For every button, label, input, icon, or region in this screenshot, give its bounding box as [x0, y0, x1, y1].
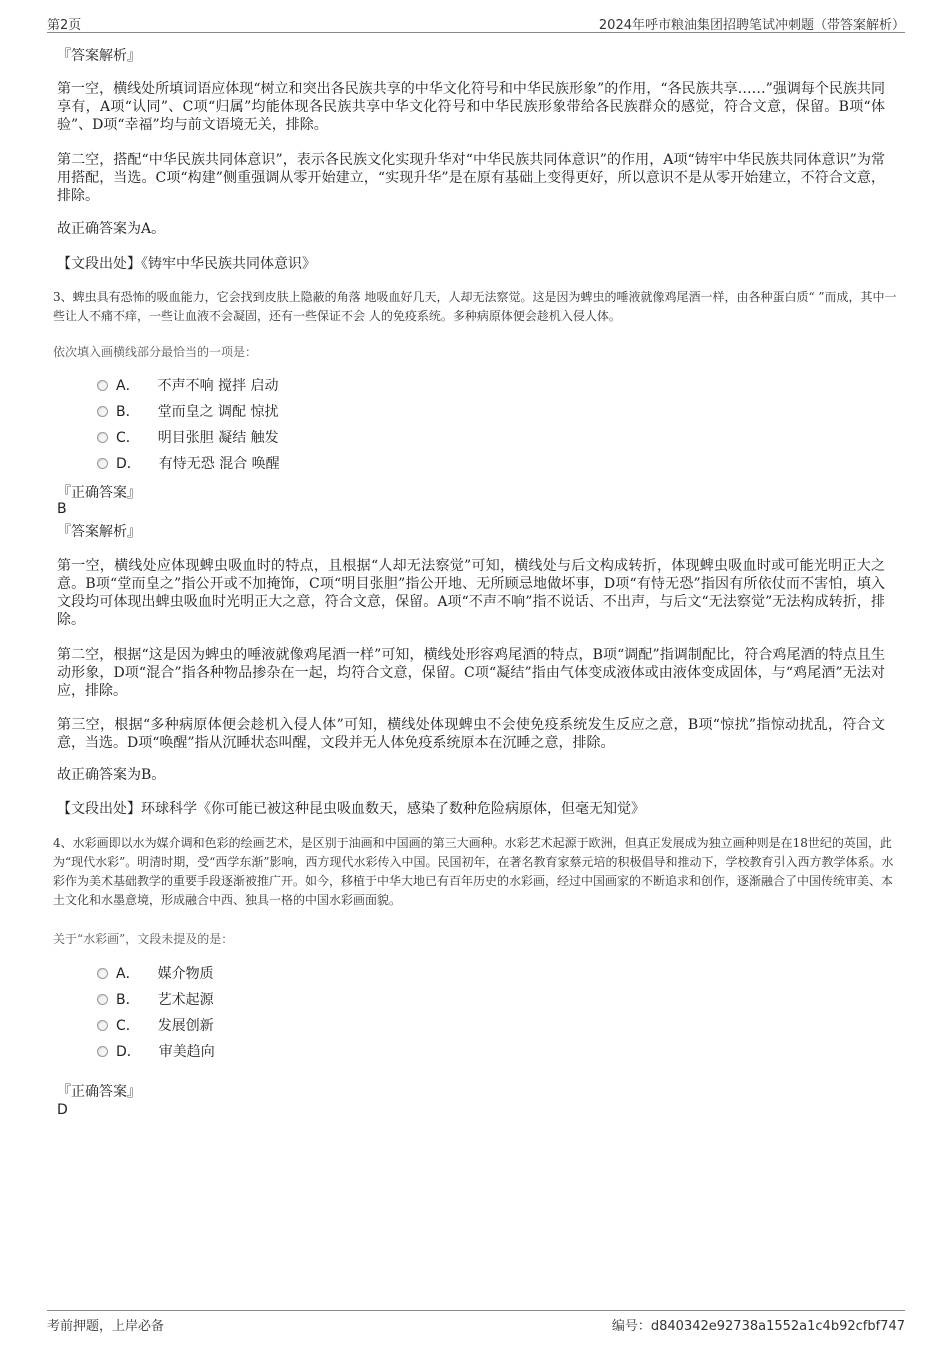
q2-analysis-paragraph-2: 第二空，搭配“中华民族共同体意识”，表示各民族文化实现升华对“中华民族共同体意识”的作用，A项“铸牢中华民族共同体意识”为常用搭配，当选。C项“构建”侧重强调从零开始建立，“实现升华”是在原有基础上变得更好，所以意识不是从零开始建立，不符合文意，排除。	[57, 152, 885, 204]
q4-correct-answer: D	[57, 1102, 68, 1118]
q2-source: 【文段出处】《铸牢中华民族共同体意识》	[57, 256, 316, 272]
radio-icon[interactable]	[97, 1020, 108, 1031]
q4-prompt: 关于“水彩画”，文段未提及的是：	[53, 932, 234, 946]
page-header	[47, 12, 905, 33]
footer-slogan: 考前押题，上岸必备	[47, 1319, 165, 1334]
q4-stem: 4、水彩画即以水为媒介调和色彩的绘画艺术，是区别于油画和中国画的第三大画种。水彩艺术起源于欧洲，但真正发展成为独立画种则是在18世纪的英国，此为“现代水彩”。明清时期，受“西学东渐”影响，西方现代水彩传入中国。民国初年，在著名教育家蔡元培的积极倡导和推动下，学校教育引入西方教学体系。水彩作为美术基础教学的重要手段逐渐被推广开。如今，移植于中华大地已有百年历史的水彩画，经过中国画家的不断追求和创作，逐渐融合了中国传统审美、本土文化和水墨意境，形成融合中西、独具一格的中国水彩画面貌。	[53, 836, 894, 907]
q3-analysis-label: 『答案解析』	[57, 524, 141, 540]
q3-correct-answer: B	[57, 501, 67, 517]
radio-icon[interactable]	[97, 406, 108, 417]
q3-option-b[interactable]: B． 堂而皇之 调配 惊扰	[97, 398, 280, 424]
q3-analysis-paragraph-1: 第一空，横线处应体现蜱虫吸血时的特点，且根据“人却无法察觉”可知，横线处与后文构成转折，体现蜱虫吸血时或可能光明正大之意。B项“堂而皇之”指公开或不加掩饰，C项“明目张胆”指公开地、无所顾忌地做坏事，D项“有恃无恐”指因有所依仗而不害怕，填入文段均可体现出蜱虫吸血时光明正大之意，符合文意，保留。A项“不声不响”指不说话、不出声，与后文“无法察觉”无法构成转折，排除。	[57, 558, 885, 628]
q3-option-d[interactable]: D． 有恃无恐 混合 唤醒	[97, 450, 280, 476]
radio-icon[interactable]	[97, 432, 108, 443]
radio-icon[interactable]	[97, 968, 108, 979]
q3-source: 【文段出处】环球科学《你可能已被这种昆虫吸血数天，感染了数种危险病原体，但毫无知觉》	[57, 801, 645, 817]
radio-icon[interactable]	[97, 994, 108, 1005]
q3-option-c[interactable]: C． 明目张胆 凝结 触发	[97, 424, 280, 450]
q4-option-a[interactable]: A． 媒介物质	[97, 960, 215, 986]
q3-analysis-paragraph-2: 第二空，根据“这是因为蜱虫的唾液就像鸡尾酒一样”可知，横线处形容鸡尾酒的特点，B项“调配”指调制配比，符合鸡尾酒的特点且生动形象，D项“混合”指各种物品掺杂在一起，均符合文意，保留。C项“凝结”指由气体变成液体或由液体变成固体，与“鸡尾酒”无法对应，排除。	[57, 647, 885, 699]
radio-icon[interactable]	[97, 458, 108, 469]
q2-analysis-paragraph-1: 第一空，横线处所填词语应体现“树立和突出各民族共享的中华文化符号和中华民族形象”的作用，“各民族共享……”强调每个民族共同享有，A项“认同”、C项“归属”均能体现各民族共享中华文化符号和中华民族形象带给各民族群众的感觉，符合文意，保留。B项“体验”、D项“幸福”均与前文语境无关，排除。	[57, 81, 885, 133]
q3-option-a[interactable]: A． 不声不响 搅拌 启动	[97, 372, 280, 398]
q3-correct-label: 『正确答案』	[57, 485, 141, 501]
q2-analysis	[57, 46, 892, 66]
radio-icon[interactable]	[97, 1046, 108, 1057]
q3-stem: 3、蜱虫具有恐怖的吸血能力，它会找到皮肤上隐蔽的角落 地吸血好几天，人却无法察觉。这是因为蜱虫的唾液就像鸡尾酒一样，由各种蛋白质“ ”而成，其中一些让人不痛不痒，一些让血液不会凝固，还有一些保证不会 人的免疫系统。多种病原体便会趁机入侵人体。	[53, 290, 897, 323]
document-code: 编号：d840342e92738a1552a1c4b92cfbf747	[611, 1319, 905, 1334]
q4-option-b[interactable]: B． 艺术起源	[97, 986, 215, 1012]
page-footer	[47, 1310, 905, 1333]
analysis-label: 『答案解析』	[57, 48, 141, 64]
radio-icon[interactable]	[97, 380, 108, 391]
page-number: 第2页	[47, 18, 82, 33]
q4-options	[97, 960, 215, 1064]
q4-correct-label: 『正确答案』	[57, 1084, 141, 1100]
q4-option-c[interactable]: C． 发展创新	[97, 1012, 215, 1038]
q4-option-d[interactable]: D． 审美趋向	[97, 1038, 215, 1064]
q3-conclusion: 故正确答案为B。	[57, 767, 166, 783]
q3-options	[97, 372, 280, 476]
q3-prompt: 依次填入画横线部分最恰当的一项是：	[53, 345, 258, 359]
document-title: 2024年呼市粮油集团招聘笔试冲刺题（带答案解析）	[598, 18, 905, 33]
q3-analysis-paragraph-3: 第三空，根据“多种病原体便会趁机入侵人体”可知，横线处体现蜱虫不会使免疫系统发生反应之意，B项“惊扰”指惊动扰乱，符合文意，当选。D项“唤醒”指从沉睡状态叫醒，文段并无人体免疫系统原本在沉睡之意，排除。	[57, 717, 885, 751]
q2-conclusion: 故正确答案为A。	[57, 221, 166, 237]
